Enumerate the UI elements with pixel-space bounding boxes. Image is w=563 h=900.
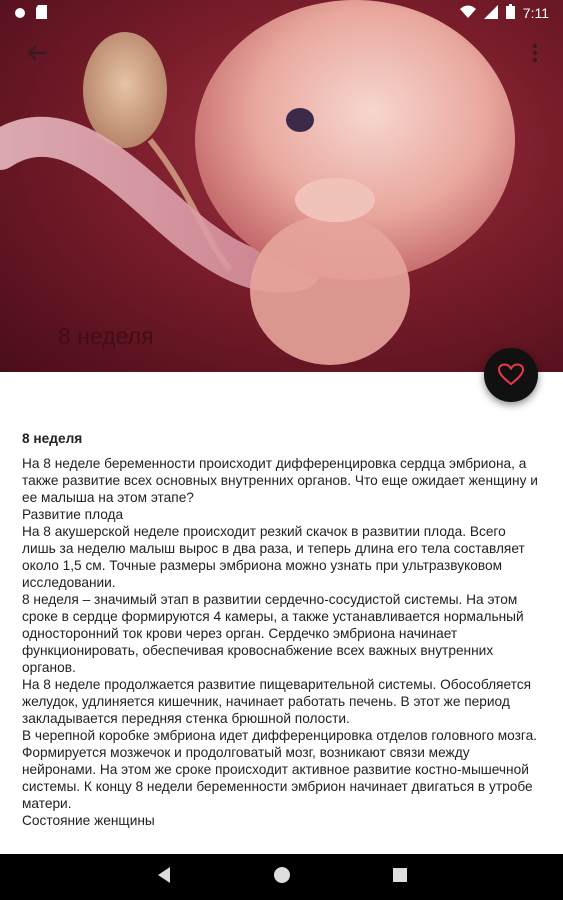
article-paragraph: На 8 неделе продолжается развитие пищеварительной системы. Обособляется желудок, удлиняется кишечник, начинает работать печень. В этот же период закладывается передняя стенка брюшной полости. xyxy=(22,677,531,726)
nav-home-icon xyxy=(272,865,292,885)
article-heading: 8 неделя xyxy=(22,431,83,446)
system-nav-bar xyxy=(0,854,563,900)
status-bar xyxy=(0,0,563,26)
hero-image xyxy=(0,0,563,372)
article-paragraph: На 8 неделе беременности происходит дифференцировка сердца эмбриона, а также развитие всех основных внутренних органов. Что еще ожидает женщину и ее малыша на этом этапе? xyxy=(22,456,538,505)
wifi-icon xyxy=(460,5,476,22)
article-paragraph: 8 неделя – значимый этап в развитии сердечно-сосудистой системы. На этом сроке в сердце формируются 4 камеры, а также устанавливается нормальный односторонний ток крови через орган. Сердечко эмбриона начинает функционировать, обеспечивая кровоснабжение всех важных внутренних органов. xyxy=(22,592,524,675)
nav-back-button[interactable] xyxy=(156,866,172,889)
nav-recents-button[interactable] xyxy=(392,867,408,888)
status-time: 7:11 xyxy=(522,5,549,21)
article-subheading: Развитие плода xyxy=(22,507,124,522)
embryo-illustration xyxy=(0,0,563,372)
nav-recents-icon xyxy=(392,867,408,883)
more-vert-icon xyxy=(525,38,545,68)
hero-title: 8 неделя xyxy=(58,323,154,349)
nav-home-button[interactable] xyxy=(272,865,292,890)
sd-card-icon xyxy=(36,5,47,22)
more-options-button[interactable] xyxy=(525,38,545,68)
arrow-back-icon xyxy=(22,38,52,68)
article-content xyxy=(22,430,542,829)
article-paragraph: В черепной коробке эмбриона идет дифференцировка отделов головного мозга. Формируется мозжечок и продолговатый мозг, возникают связи между нейронами. На этом же сроке происходит активное развитие костно-мышечной системы. К концу 8 недели беременности эмбрион начинает двигаться в утробе матери. xyxy=(22,728,537,811)
article-paragraph: На 8 акушерской неделе происходит резкий скачок в развитии плода. Всего лишь за неделю малыш вырос в два раза, и теперь длина его тела составляет около 1,5 см. Точные размеры эмбриона можно узнать при ультразвуковом исследовании. xyxy=(22,524,525,590)
battery-icon xyxy=(506,4,515,22)
favorite-button[interactable] xyxy=(484,348,538,402)
back-button[interactable] xyxy=(22,38,52,68)
nav-back-icon xyxy=(156,866,172,884)
notification-dot-icon xyxy=(14,6,26,22)
heart-outline-icon xyxy=(498,363,524,387)
article-subheading: Состояние женщины xyxy=(22,813,155,828)
signal-icon xyxy=(484,5,498,22)
